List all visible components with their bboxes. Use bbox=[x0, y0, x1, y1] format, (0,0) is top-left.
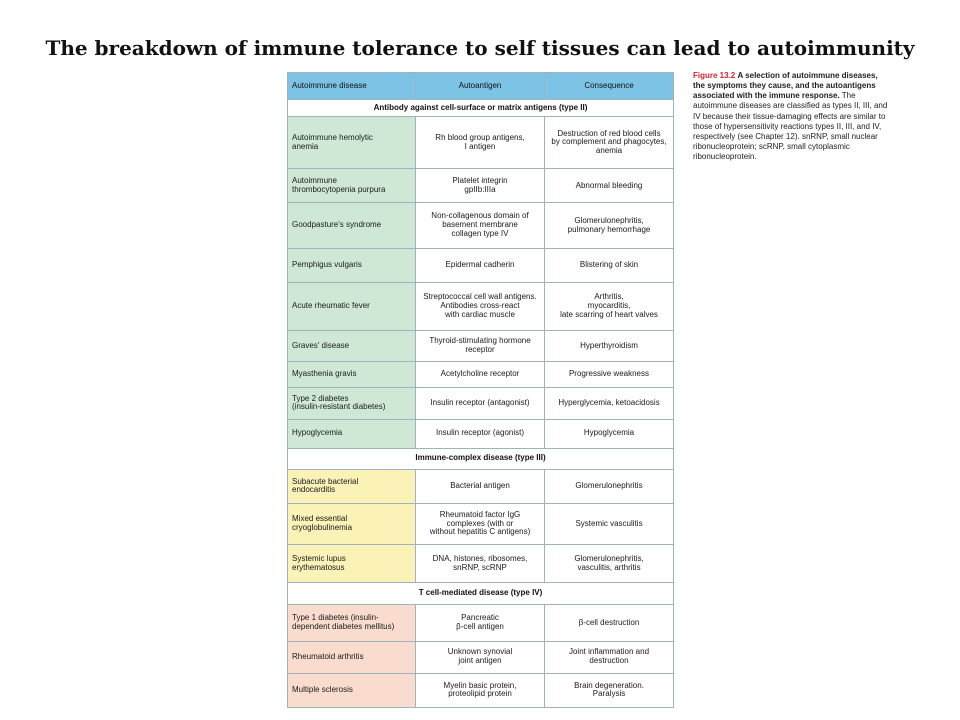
consequence-cell-line: by complement and phagocytes, bbox=[551, 137, 667, 147]
table-row bbox=[288, 117, 674, 169]
disease-cell bbox=[288, 117, 416, 169]
autoantigen-cell-line: gpIIb:IIIa bbox=[464, 184, 496, 194]
consequence-cell-line: destruction bbox=[589, 656, 629, 666]
disease-cell-line: cryoglobulinemia bbox=[292, 522, 353, 532]
disease-cell bbox=[288, 362, 416, 388]
table-row bbox=[288, 673, 674, 707]
consequence-cell bbox=[545, 282, 674, 330]
consequence-cell-line: Joint inflammation and bbox=[568, 647, 650, 657]
autoantigen-cell-line: receptor bbox=[465, 345, 495, 355]
disease-cell-line: Pemphigus vulgaris bbox=[292, 259, 362, 269]
disease-cell-line: anemia bbox=[292, 141, 319, 151]
consequence-cell bbox=[545, 388, 674, 419]
autoantigen-cell bbox=[416, 545, 545, 583]
disease-cell-line: erythematosus bbox=[292, 562, 345, 572]
autoantigen-cell bbox=[416, 169, 545, 203]
table-row bbox=[288, 203, 674, 248]
disease-cell-line: Graves' disease bbox=[292, 340, 350, 350]
table-row bbox=[288, 419, 674, 448]
consequence-cell bbox=[545, 503, 674, 544]
figure-label: Figure 13.2 bbox=[693, 71, 736, 80]
consequence-cell-line: Systemic vasculitis bbox=[575, 518, 643, 528]
autoantigen-cell bbox=[416, 673, 545, 707]
autoantigen-cell bbox=[416, 641, 545, 673]
consequence-cell bbox=[545, 641, 674, 673]
consequence-cell-line: Hyperthyroidism bbox=[580, 340, 638, 350]
autoantigen-cell-line: Insulin receptor (agonist) bbox=[435, 428, 525, 438]
autoantigen-cell bbox=[416, 362, 545, 388]
consequence-cell bbox=[545, 203, 674, 248]
autoantigen-cell bbox=[416, 282, 545, 330]
consequence-cell bbox=[545, 117, 674, 169]
autoantigen-cell bbox=[416, 248, 545, 282]
consequence-cell-line: Hyperglycemia, ketoacidosis bbox=[558, 398, 660, 408]
consequence-cell-line: Glomerulonephritis, bbox=[574, 215, 644, 225]
disease-cell-line: Rheumatoid arthritis bbox=[292, 651, 364, 661]
autoantigen-cell-line: Rh blood group antigens, bbox=[435, 132, 525, 142]
disease-cell bbox=[288, 605, 416, 641]
autoantigen-cell-line: Platelet integrin bbox=[452, 176, 508, 186]
disease-cell-line: Mixed essential bbox=[292, 514, 348, 524]
autoantigen-cell-line: Antibodies cross-react bbox=[440, 301, 520, 311]
consequence-cell bbox=[545, 248, 674, 282]
disease-cell bbox=[288, 169, 416, 203]
table-body bbox=[288, 100, 674, 708]
autoantigen-cell-line: Streptococcal cell wall antigens. bbox=[423, 292, 537, 302]
consequence-cell-line: Paralysis bbox=[592, 689, 626, 699]
consequence-cell-line: Blistering of skin bbox=[579, 259, 639, 269]
consequence-cell-line: Glomerulonephritis bbox=[575, 480, 643, 490]
table-row bbox=[288, 545, 674, 583]
table-row bbox=[288, 641, 674, 673]
consequence-cell bbox=[545, 545, 674, 583]
disease-cell-line: thrombocytopenia purpura bbox=[292, 184, 386, 194]
disease-cell bbox=[288, 469, 416, 503]
consequence-cell-line: β-cell destruction bbox=[578, 617, 640, 627]
autoantigen-cell-line: joint antigen bbox=[458, 656, 502, 666]
autoantigen-cell-line: Insulin receptor (antagonist) bbox=[430, 398, 530, 408]
table-row bbox=[288, 503, 674, 544]
group-title: Antibody against cell-surface or matrix antigens (type II) bbox=[288, 100, 674, 117]
autoantigen-cell bbox=[416, 203, 545, 248]
consequence-cell-line: Abnormal bleeding bbox=[575, 180, 643, 190]
table-row bbox=[288, 362, 674, 388]
disease-cell-line: Systemic lupus bbox=[292, 553, 346, 563]
disease-cell-line: Subacute bacterial bbox=[292, 476, 359, 486]
disease-cell-line: Myasthenia gravis bbox=[292, 369, 357, 379]
disease-cell-line: Autoimmune bbox=[292, 176, 337, 186]
autoantigen-cell bbox=[416, 419, 545, 448]
disease-cell bbox=[288, 248, 416, 282]
column-header-disease: Autoimmune disease bbox=[288, 73, 416, 100]
autoantigen-cell-line: basement membrane bbox=[442, 220, 518, 230]
table-row bbox=[288, 282, 674, 330]
consequence-cell-line: Progressive weakness bbox=[568, 369, 650, 379]
disease-cell bbox=[288, 388, 416, 419]
autoantigen-cell bbox=[416, 605, 545, 641]
disease-cell-line: Type 2 diabetes bbox=[292, 393, 349, 403]
disease-cell bbox=[288, 641, 416, 673]
autoantigen-cell bbox=[416, 117, 545, 169]
autoantigen-cell-line: with cardiac muscle bbox=[445, 309, 515, 319]
table-row bbox=[288, 169, 674, 203]
autoantigen-cell-line: Unknown synovial bbox=[447, 647, 513, 657]
table-row bbox=[288, 605, 674, 641]
figure-caption bbox=[693, 71, 889, 162]
consequence-cell bbox=[545, 673, 674, 707]
disease-cell-line: (insulin-resistant diabetes) bbox=[292, 402, 386, 412]
autoantigen-cell-line: Non-collagenous domain of bbox=[431, 211, 529, 221]
disease-cell bbox=[288, 673, 416, 707]
autoantigen-cell-line: Pancreatic bbox=[461, 613, 499, 623]
consequence-cell-line: vasculitis, arthritis bbox=[577, 562, 641, 572]
group-header-row bbox=[288, 583, 674, 605]
disease-cell-line: Acute rheumatic fever bbox=[292, 301, 370, 311]
figure-heading: A selection of autoimmune diseases, the symptoms they cause, and the autoantigens associated with the immune response. bbox=[693, 71, 878, 101]
disease-cell-line: Autoimmune hemolytic bbox=[292, 132, 373, 142]
consequence-cell bbox=[545, 169, 674, 203]
autoantigen-cell-line: DNA, histones, ribosomes, bbox=[432, 553, 528, 563]
autoantigen-cell-line: Myelin basic protein, bbox=[443, 680, 517, 690]
table-header-row bbox=[288, 73, 674, 100]
column-header-autoantigen: Autoantigen bbox=[416, 73, 545, 100]
autoimmune-disease-table bbox=[287, 72, 674, 708]
table-row bbox=[288, 331, 674, 362]
table-row bbox=[288, 469, 674, 503]
group-title: T cell-mediated disease (type IV) bbox=[288, 583, 674, 605]
disease-cell bbox=[288, 282, 416, 330]
autoantigen-cell bbox=[416, 503, 545, 544]
disease-cell bbox=[288, 203, 416, 248]
consequence-cell bbox=[545, 419, 674, 448]
consequence-cell-line: late scarring of heart valves bbox=[560, 309, 658, 319]
disease-cell-line: Multiple sclerosis bbox=[292, 684, 353, 694]
group-header-row bbox=[288, 448, 674, 469]
consequence-cell bbox=[545, 362, 674, 388]
consequence-cell-line: myocarditis, bbox=[587, 301, 631, 311]
slide-title: The breakdown of immune tolerance to self tissues can lead to autoimmunity bbox=[45, 36, 915, 60]
disease-cell-line: Type 1 diabetes (insulin- bbox=[292, 613, 379, 623]
disease-cell bbox=[288, 419, 416, 448]
disease-cell-line: dependent diabetes mellitus) bbox=[292, 621, 395, 631]
column-header-consequence: Consequence bbox=[545, 73, 674, 100]
figure-caption-body: The autoimmune diseases are classified as types II, III, and IV because their tissue-damaging effects are similar to those of hypersensitivity reactions types II, III, and IV, respectively (see Chapter 12). snRNP, small nuclear ribonucleoprotein; scRNP, small cytoplasmic ribonucleoprotein. bbox=[693, 91, 888, 162]
table-row bbox=[288, 248, 674, 282]
autoantigen-cell-line: Epidermal cadherin bbox=[445, 259, 515, 269]
autoantigen-cell-line: Thyroid-stimulating hormone bbox=[429, 336, 531, 346]
consequence-cell-line: Hypoglycemia bbox=[583, 428, 635, 438]
autoantigen-cell-line: collagen type IV bbox=[451, 228, 509, 238]
autoantigen-cell bbox=[416, 331, 545, 362]
consequence-cell-line: Destruction of red blood cells bbox=[557, 128, 661, 138]
disease-cell-line: Hypoglycemia bbox=[292, 428, 343, 438]
autoantigen-cell-line: Bacterial antigen bbox=[450, 480, 510, 490]
disease-cell bbox=[288, 545, 416, 583]
disease-cell-line: endocarditis bbox=[292, 485, 336, 495]
group-header-row bbox=[288, 100, 674, 117]
consequence-cell bbox=[545, 605, 674, 641]
autoantigen-cell-line: I antigen bbox=[464, 141, 496, 151]
consequence-cell-line: Arthritis, bbox=[594, 292, 624, 302]
disease-cell bbox=[288, 331, 416, 362]
consequence-cell-line: anemia bbox=[595, 146, 623, 156]
consequence-cell-line: Brain degeneration. bbox=[574, 680, 644, 690]
disease-cell bbox=[288, 503, 416, 544]
autoantigen-cell-line: snRNP, scRNP bbox=[453, 562, 507, 572]
autoantigen-cell-line: Acetylcholine receptor bbox=[440, 369, 520, 379]
autoantigen-cell-line: β-cell antigen bbox=[456, 621, 504, 631]
consequence-cell-line: Glomerulonephritis, bbox=[574, 553, 644, 563]
table-row bbox=[288, 388, 674, 419]
consequence-cell-line: pulmonary hemorrhage bbox=[567, 224, 651, 234]
autoantigen-cell-line: Rheumatoid factor IgG bbox=[439, 509, 521, 519]
disease-cell-line: Goodpasture's syndrome bbox=[292, 220, 382, 230]
consequence-cell bbox=[545, 331, 674, 362]
autoantigen-cell-line: without hepatitis C antigens) bbox=[429, 527, 531, 537]
consequence-cell bbox=[545, 469, 674, 503]
autoantigen-cell-line: proteolipid protein bbox=[448, 689, 512, 699]
autoantigen-cell-line: complexes (with or bbox=[446, 518, 514, 528]
group-title: Immune-complex disease (type III) bbox=[288, 448, 674, 469]
autoantigen-cell bbox=[416, 388, 545, 419]
autoantigen-cell bbox=[416, 469, 545, 503]
